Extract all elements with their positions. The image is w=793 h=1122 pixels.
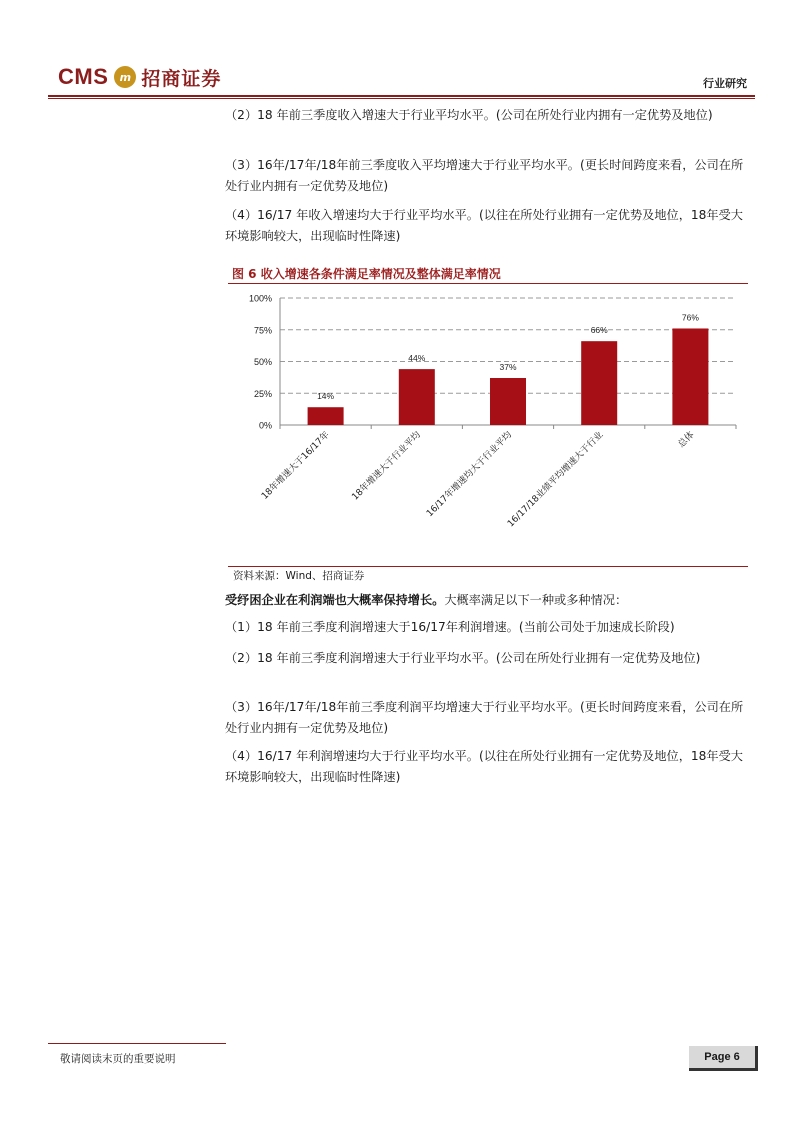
data-label: 44% [408,353,426,364]
page-number: Page 6 [689,1046,758,1071]
profit-condition-1: （1）18 年前三季度利润增速大于16/17年利润增速。(当前公司处于加速成长阶段) [225,620,675,634]
logo-chinese: 招商证券 [141,67,222,90]
figure-top-rule [228,283,748,284]
y-tick-label: 0% [258,420,272,431]
profit-condition-2: （2）18 年前三季度利润增速大于行业平均水平。(公司在所处行业拥有一定优势及地位) [225,651,701,665]
bar [490,378,526,425]
profit-intro: 大概率满足以下一种或多种情况： [444,593,628,607]
y-tick-label: 50% [253,357,272,367]
section-label: 行业研究 [703,77,747,90]
bar [308,407,344,425]
bar [399,369,435,425]
bar [672,328,708,425]
profit-condition-4: （4）16/17 年利润增速均大于行业平均水平。(以往在所处行业拥有一定优势及地位，18年受大环境影响较大，出现临时性降速) [225,749,743,784]
logo-mark-icon: m [114,66,136,88]
paragraph-condition-4: （4）16/17 年收入增速均大于行业平均水平。(以往在所处行业拥有一定优势及地位，18年受大环境影响较大，出现临时性降速) [225,208,743,243]
y-tick-label: 75% [253,325,272,336]
x-category-label: 16/17年增速均大于行业平均 [425,430,515,520]
logo-latin: CMS [58,64,109,89]
x-category-label: 18年增速大于16/17年 [260,430,332,502]
footer-divider [48,1043,226,1044]
x-category-label: 16/17/18业绩平均增速大于行业 [506,430,606,530]
data-label: 14% [317,391,335,402]
bar [581,341,617,425]
figure-bottom-rule [228,566,748,567]
paragraph-condition-2: （2）18 年前三季度收入增速大于行业平均水平。(公司在所处行业内拥有一定优势及地位) [225,108,713,122]
header-divider [48,95,755,97]
header-divider-thin [48,98,755,99]
data-label: 37% [499,362,517,373]
paragraph-condition-3: （3）16年/17年/18年前三季度收入平均增速大于行业平均水平。(更长时间跨度来看，公司在所处行业内拥有一定优势及地位) [225,158,744,193]
bar-chart [228,286,748,564]
x-category-label: 总体 [676,430,697,450]
data-label: 66% [590,325,608,336]
x-category-label: 18年增速大于行业平均 [350,430,423,503]
y-tick-label: 100% [248,293,272,304]
y-tick-label: 25% [253,388,272,399]
profit-condition-3: （3）16年/17年/18年前三季度利润平均增速大于行业平均水平。(更长时间跨度来看，公司在所处行业内拥有一定优势及地位) [225,700,744,735]
profit-paragraph [225,590,755,611]
footer-note: 敬请阅读末页的重要说明 [60,1053,176,1065]
figure-source: 资料来源：Wind、招商证券 [233,570,365,582]
logo [58,62,221,92]
profit-lead: 受纾困企业在利润端也大概率保持增长。 [225,593,445,607]
figure-title: 图 6 收入增速各条件满足率情况及整体满足率情况 [232,267,501,281]
data-label: 76% [681,312,699,323]
